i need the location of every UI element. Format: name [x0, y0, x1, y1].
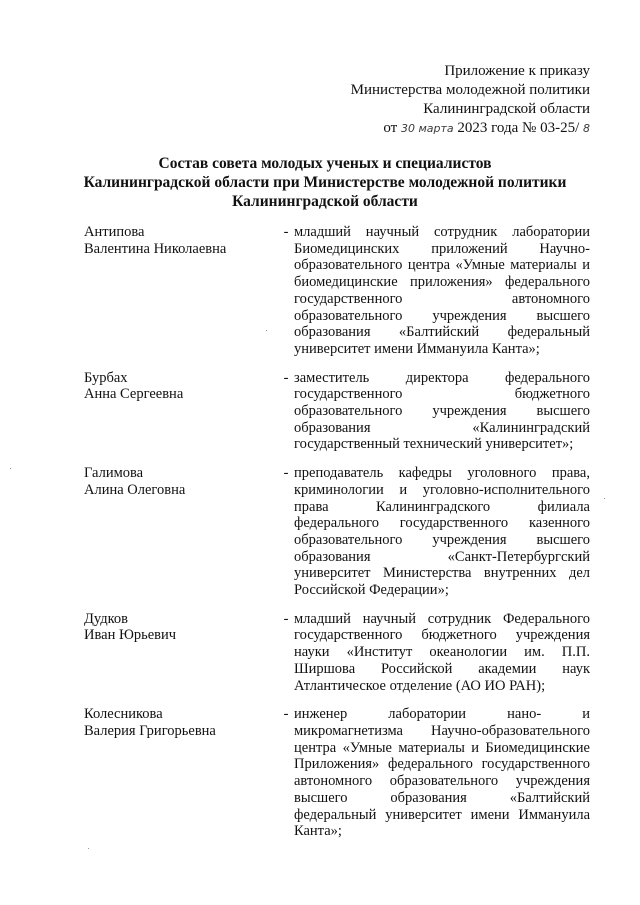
member-surname: Дудков — [84, 610, 129, 627]
scan-speck — [266, 330, 267, 331]
member-role: младший научный сотрудник лаборатории Биомедицинских приложений Научно- образовательного центра «Умные материалы и биомедицинские приложения» федерального государственного автономного образовательного учреждения высшего образования «Балтийский федеральный университет имени Иммануила Канта»; — [294, 224, 590, 357]
member-surname: Антипова — [84, 224, 145, 240]
member-entry — [84, 465, 590, 599]
scan-speck — [604, 498, 605, 499]
member-name — [84, 706, 280, 739]
title-line-2: Калининградской области при Министерстве молодежной политики — [83, 174, 567, 191]
scan-speck — [88, 848, 89, 849]
appendix-line-2: Министерства молодежной политики — [350, 82, 590, 98]
member-dash: - — [283, 610, 289, 627]
appendix-line-3: Калининградской области — [423, 101, 590, 117]
member-given-names: Анна Сергеевна — [84, 386, 184, 403]
member-name — [84, 465, 280, 498]
scan-speck — [10, 468, 11, 469]
appendix-date-line — [351, 119, 590, 138]
member-dash: - — [283, 465, 289, 482]
member-entry — [84, 370, 590, 454]
member-entry — [84, 611, 590, 695]
member-role: преподаватель кафедры уголовного права, криминологии и уголовно-исполнительного права Калининградского филиала федерального государственного казенного образовательного учреждения высшего образования «Санкт-Петербургский университет Министерства внутренних дел Российской Федерации»; — [294, 465, 590, 599]
handwritten-number: 8 — [583, 122, 590, 135]
member-role: заместитель директора федерального государственного бюджетного образовательного учреждения высшего образования «Калининградский государственный технический университет»; — [294, 369, 590, 453]
members-list — [84, 224, 590, 840]
member-dash: - — [283, 369, 289, 386]
member-dash: - — [283, 224, 289, 240]
title-line-3: Калининградской области — [232, 193, 418, 210]
member-role: инженер лаборатории нано- и микромагнетизма Научно-образовательного центра «Умные материалы и Биомедицинские Приложения» федерального государственного автономного образовательного учреждения высшего образования «Балтийский федеральный университет имени Иммануила Канта»; — [294, 706, 590, 840]
date-suffix: 2023 года № 03-25/ — [457, 120, 580, 136]
member-name — [84, 611, 280, 644]
member-entry — [84, 224, 590, 358]
member-surname: Галимова — [84, 465, 144, 482]
member-name — [84, 224, 280, 257]
member-given-names: Алина Олеговна — [84, 481, 186, 498]
handwritten-date: 30 марта — [400, 122, 454, 135]
member-role: младший научный сотрудник Федерального государственного бюджетного учреждения науки «Институт океанологии им. П.П. Ширшова Российской академии наук Атлантическое отделение (АО ИО РАН); — [294, 610, 590, 694]
member-dash: - — [283, 706, 289, 723]
member-name — [84, 370, 280, 403]
date-prefix: от — [383, 120, 398, 136]
member-surname: Колесникова — [84, 706, 163, 723]
member-given-names: Валерия Григорьевна — [84, 722, 216, 739]
appendix-line-1: Приложение к приказу — [444, 63, 590, 79]
title-line-1: Состав совета молодых ученых и специалистов — [158, 155, 492, 172]
member-given-names: Валентина Николаевна — [84, 240, 227, 257]
member-given-names: Иван Юрьевич — [84, 627, 177, 644]
member-surname: Бурбах — [84, 369, 128, 386]
appendix-header — [351, 62, 590, 138]
document-title — [60, 154, 590, 211]
member-entry — [84, 706, 590, 840]
